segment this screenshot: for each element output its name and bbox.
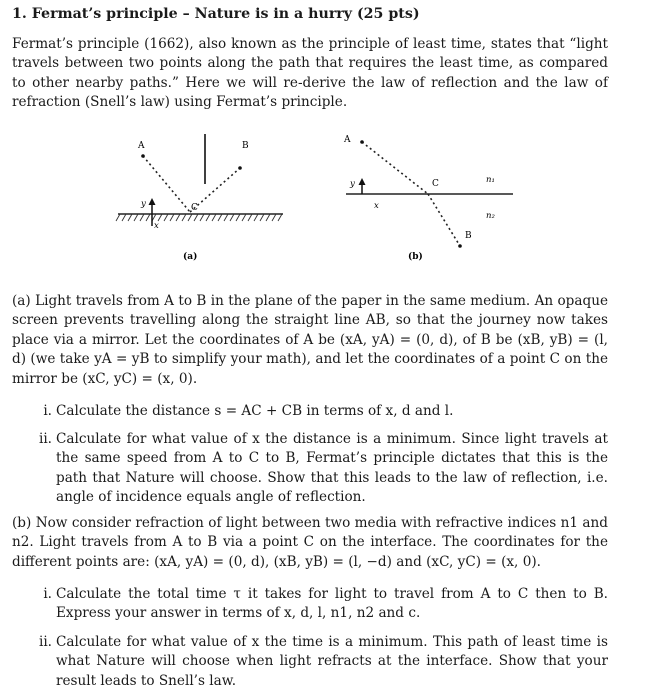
y-axis-arrow-b [359, 178, 366, 185]
label-x: x [154, 221, 159, 231]
label-x-b: x [374, 201, 379, 211]
problem-title [12, 6, 420, 22]
figure-b [343, 135, 513, 262]
y-axis-arrow [149, 198, 156, 205]
label-c-b: C [432, 179, 439, 189]
item-text: Calculate for what value of x the distance is a minimum. Since light travels at the same speed from A to C to B, Fermat’s principle dictates that this is the path that Nature will choose. Show that this leads to the law of reflection, i.e. angle of incidence equals angle of reflection. [56, 431, 608, 506]
item-text: Calculate the total time τ it takes for light to travel from A to C then to B. Express your answer in terms of x, d, l, n1, n2 and c. [56, 586, 608, 622]
figure-a [116, 134, 283, 262]
part-b-text: (b) Now consider refraction of light between two media with refractive indices n1 and n2. Light travels from A to B via a point C on the interface. The coordinates for the different points are: (xA, yA) = (0, d), (xB, yB) = (l, −d) and (xC, yC) = (x, 0). [12, 515, 608, 570]
ray-c-to-b-b [428, 194, 460, 246]
problem-number: 1. [12, 6, 27, 22]
mirror-hatching [116, 214, 282, 221]
point-b [238, 166, 242, 170]
label-b-b: B [465, 231, 472, 241]
item-text: Calculate the distance s = AC + CB in terms of x, d and l. [56, 403, 454, 419]
part-a-text: (a) Light travels from A to B in the plane of the paper in the same medium. An opaque screen prevents travelling along the straight line AB, so that the journey now takes place via a mirror. Let the coordinates of A be (xA, yA) = (0, d), of B be (xB, yB) = (l, d) (we take yA = yB to simplify your math), and let the coordinates of a point C on the mirror be (xC, yC) = (x, 0). [12, 293, 608, 387]
part-a-item-ii [36, 430, 608, 508]
item-text: Calculate for what value of x the time is a minimum. This path of least time is what Nature will choose when light refracts at the interface. Show that your result leads to Snell’s law. [56, 634, 608, 689]
point-a-b [360, 140, 364, 144]
label-b: B [242, 141, 249, 151]
item-number: i. [43, 403, 52, 419]
point-a [141, 154, 145, 158]
item-number: ii. [38, 431, 52, 447]
label-a: A [138, 141, 145, 151]
item-number: i. [43, 586, 52, 602]
problem-points: (25 pts) [356, 6, 420, 22]
part-b-item-ii [36, 633, 608, 691]
figure [0, 128, 663, 286]
caption-a: (a) [183, 252, 198, 262]
label-a-b: A [344, 135, 351, 145]
label-n2: n₂ [486, 211, 495, 221]
caption-b: (b) [408, 252, 423, 262]
intro-paragraph: Fermat’s principle (1662), also known as the principle of least time, states that “light travels between two points along the path that requires the least time, as compared to other nearby paths.” Here we will re-derive the law of reflection and the law of refraction (Snell’s law) using Fermat’s principle. [12, 36, 608, 111]
label-y: y [141, 199, 146, 209]
part-a-item-i [36, 402, 608, 421]
label-n1: n₁ [486, 175, 495, 185]
problem-title-text: Fermat’s principle – Nature is in a hurry [31, 6, 353, 22]
part-b-item-i [36, 585, 608, 624]
item-number: ii. [38, 634, 52, 650]
ray-a-to-c-b [362, 142, 428, 194]
point-b-b [458, 244, 462, 248]
label-y-b: y [350, 179, 355, 189]
label-c: C [191, 203, 198, 213]
